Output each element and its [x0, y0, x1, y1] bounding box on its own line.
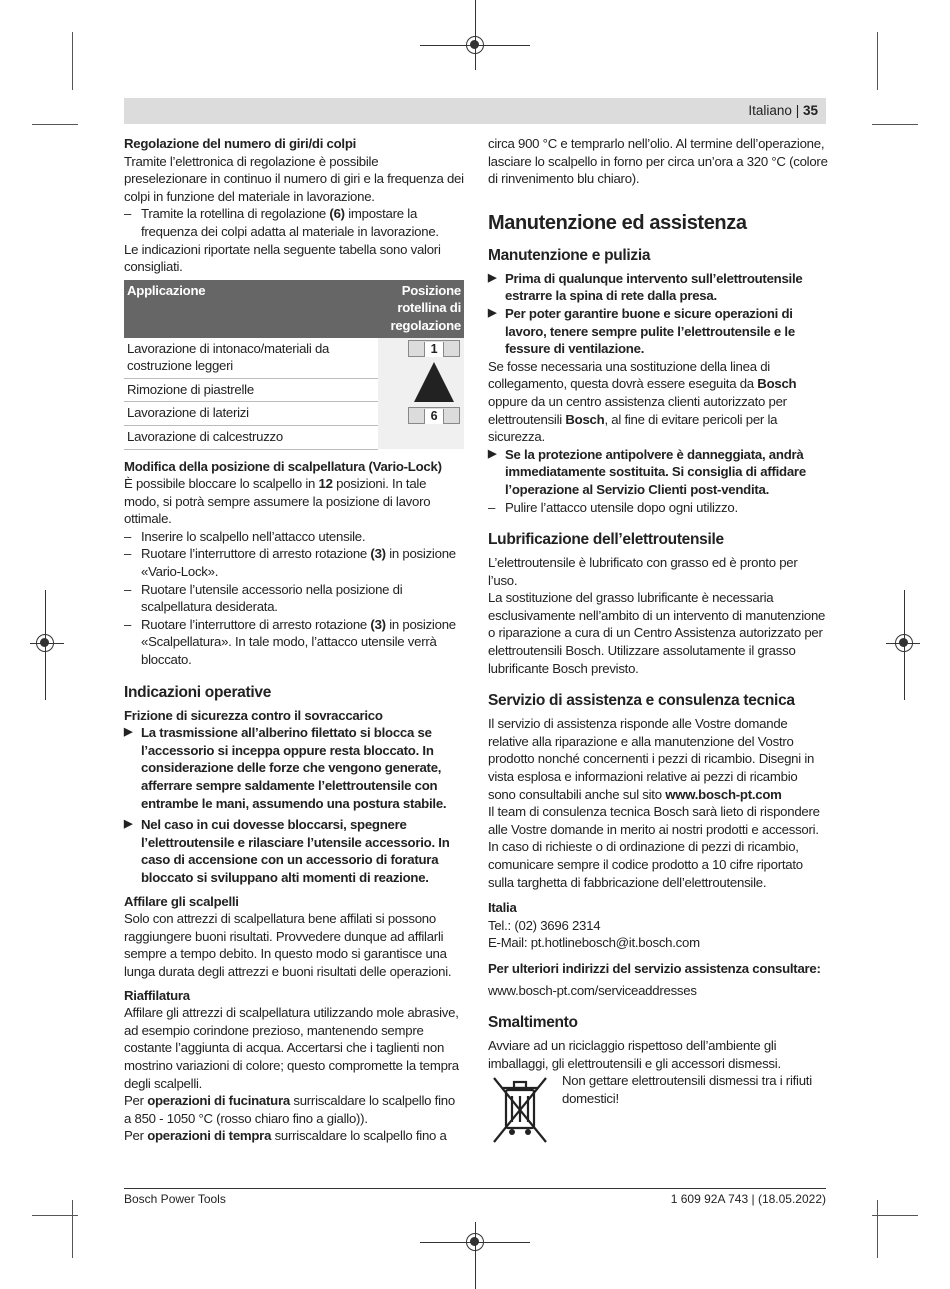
dash-item: – Tramite la rotellina di regolazione (6) impostare la frequenza dei colpi adatta al materiale in lavorazione. — [124, 206, 439, 239]
left-column — [124, 135, 464, 1145]
dash-item: – Ruotare l’interruttore di arresto rotazione (3) in posizione «Vario-Lock». — [124, 546, 456, 580]
paragraph: Solo con attrezzi di scalpellatura bene affilati si possono raggiungere buoni risultati. Provvedere dunque ad affilarli sempre a tempo debito. In questo modo si garantisce una lunga durata degli attrezzi e buoni risultati delle operazioni. — [124, 911, 452, 979]
paragraph: Affilare gli attrezzi di scalpellatura utilizzando mole abrasive, ad esempio corindone prezioso, mantenendo sempre costante l’aggiunta di acqua. Accertarsi che i taglienti non mostrino variazioni di colore; questo compromette la tempra degli scalpelli. — [124, 1005, 459, 1091]
disposal-block — [488, 1072, 828, 1152]
crossed-bin-icon — [488, 1074, 552, 1148]
dial-position-graphic — [378, 338, 464, 449]
footer-brand: Bosch Power Tools — [124, 1192, 226, 1206]
paragraph: circa 900 °C e temprarlo nell’olio. Al termine dell’operazione, lasciare lo scalpello in forno per circa un’ora a 320 °C (colore di rinvenimento blu chiaro). — [488, 136, 828, 187]
table-row: Rimozione di piastrelle — [124, 378, 378, 402]
right-column — [488, 135, 828, 1152]
section-title: Indicazioni operative — [124, 683, 272, 701]
warning-item: ▶ La trasmissione all’alberino filettato si blocca se l’accessorio si inceppa oppure resta bloccato. In considerazione delle forze che vengono generate, afferrare sempre saldamente l’elettroutensile con entrambe le mani, assumendo una postura stabile. — [124, 725, 447, 811]
email-address: E-Mail: pt.hotlinebosch@it.bosch.com — [488, 935, 700, 951]
paragraph: Le indicazioni riportate nella seguente tabella sono valori consigliati. — [124, 241, 441, 275]
section-title: Smaltimento — [488, 1014, 578, 1032]
subsection-title: Riaffilatura — [124, 987, 190, 1003]
section-title: Servizio di assistenza e consulenza tecnica — [488, 692, 795, 710]
subsection-title: Affilare gli scalpelli — [124, 893, 239, 909]
more-addresses-label: Per ulteriori indirizzi del servizio assistenza consultare: — [488, 960, 821, 976]
dial-position-max: 6 — [408, 407, 460, 424]
dial-position-min: 1 — [408, 340, 460, 357]
paragraph: Tramite l’elettronica di regolazione è possibile preselezionare in continuo il numero di giri e la frequenza dei colpi in funzione del materiale in lavorazione. — [124, 153, 464, 204]
paragraph: L’elettroutensile è lubrificato con grasso ed è pronto per l’uso. — [488, 555, 798, 588]
footer-rule — [124, 1188, 826, 1189]
paragraph: In caso di richieste o di ordinazione di pezzi di ricambio, comunicare sempre il codice prodotto a 10 cifre riportato sulla targhetta di fabbricazione dell’elettroutensile. — [488, 839, 803, 890]
page-header — [124, 98, 826, 124]
subsection-title: Frizione di sicurezza contro il sovraccarico — [124, 707, 383, 723]
table-header-position: Posizione rotellina di regolazione — [378, 280, 464, 338]
increasing-wedge-icon — [408, 360, 460, 404]
section-title: Regolazione del numero di giri/di colpi — [124, 136, 357, 151]
paragraph: Per operazioni di tempra surriscaldare lo scalpello fino a — [124, 1128, 447, 1144]
country-name: Italia — [488, 900, 517, 916]
service-url[interactable]: www.bosch-pt.com/serviceaddresses — [488, 982, 697, 998]
warning-item: ▶ Per poter garantire buone e sicure operazioni di lavoro, tenere sempre pulite l’elettroutensile e le fessure di ventilazione. — [488, 305, 795, 357]
warning-item: ▶ Prima di qualunque intervento sull’elettroutensile estrarre la spina di rete dalla presa. — [488, 270, 803, 304]
chapter-title: Manutenzione ed assistenza — [488, 211, 747, 234]
speed-table — [124, 280, 464, 450]
paragraph: Se fosse necessaria una sostituzione della linea di collegamento, questa dovrà essere eseguita da Bosch oppure da un centro assistenza clienti autorizzato per elettroutensili Bosch, al fine di evitare pericoli per la sicurezza. — [488, 358, 797, 445]
warning-item: ▶ Se la protezione antipolvere è danneggiata, andrà immediatamente sostituita. Si consiglia di affidare l’operazione al Servizio Clienti post-vendita. — [488, 446, 806, 497]
section-title: Modifica della posizione di scalpellatura (Vario-Lock) — [124, 458, 442, 474]
disposal-warning: Non gettare elettroutensili dismessi tra i rifiuti domestici! — [562, 1073, 812, 1106]
footer-code: 1 609 92A 743 | (18.05.2022) — [670, 1192, 826, 1206]
page-number: 35 — [802, 103, 818, 118]
paragraph: È possibile bloccare lo scalpello in 12 posizioni. In tale modo, si potrà sempre assumere la posizione di lavoro ottimale. — [124, 476, 431, 527]
paragraph: La sostituzione del grasso lubrificante è necessaria esclusivamente nell’ambito di un intervento di manutenzione o riparazione a cura di un Centro Assistenza autorizzato per elettroutensili Bosch. Utilizzare assolutamente il grasso lubrificante Bosch previsto. — [488, 590, 826, 676]
header-language: Italiano — [748, 103, 792, 118]
table-row: Lavorazione di laterizi — [124, 402, 378, 426]
dash-item: – Pulire l’attacco utensile dopo ogni utilizzo. — [488, 499, 738, 515]
header-text: Italiano | 35 — [748, 103, 818, 118]
paragraph: Il servizio di assistenza risponde alle Vostre domande relative alla riparazione e alla manutenzione del Vostro prodotto nonché concernenti i pezzi di ricambio. Disegni in vista esplosa e informazioni relative ai pezzi di ricambio sono consultabili anche sul sito www.bosch-pt.com — [488, 716, 815, 802]
phone-number: Tel.: (02) 3696 2314 — [488, 917, 601, 933]
dash-item: – Ruotare l’utensile accessorio nella posizione di scalpellatura desiderata. — [124, 581, 403, 615]
paragraph: Il team di consulenza tecnica Bosch sarà lieto di rispondere alle Vostre domande in merito ai nostri prodotti e accessori. — [488, 804, 820, 837]
table-row: Lavorazione di calcestruzzo — [124, 425, 378, 449]
section-title: Lubrificazione dell’elettroutensile — [488, 531, 724, 549]
table-row: Lavorazione di intonaco/materiali da costruzione leggeri — [124, 338, 378, 379]
section-title: Manutenzione e pulizia — [488, 246, 651, 264]
paragraph: Avviare ad un riciclaggio rispettoso dell’ambiente gli imballaggi, gli elettroutensili e gli accessori dismessi. — [488, 1038, 781, 1071]
table-header-application: Applicazione — [124, 280, 378, 338]
paragraph: Per operazioni di fucinatura surriscaldare lo scalpello fino a 850 - 1050 °C (rosso chiaro fino a giallo)). — [124, 1093, 455, 1126]
dash-item: – Inserire lo scalpello nell’attacco utensile. — [124, 528, 366, 544]
dash-item: – Ruotare l’interruttore di arresto rotazione (3) in posizione «Scalpellatura». In tale modo, l’attacco utensile verrà bloccato. — [124, 616, 456, 668]
warning-item: ▶ Nel caso in cui dovesse bloccarsi, spegnere l’elettroutensile e rilasciare l’utensile accessorio. In caso di accensione con un accessorio di foratura bloccato si sviluppano alti momenti di reazione. — [124, 817, 450, 885]
